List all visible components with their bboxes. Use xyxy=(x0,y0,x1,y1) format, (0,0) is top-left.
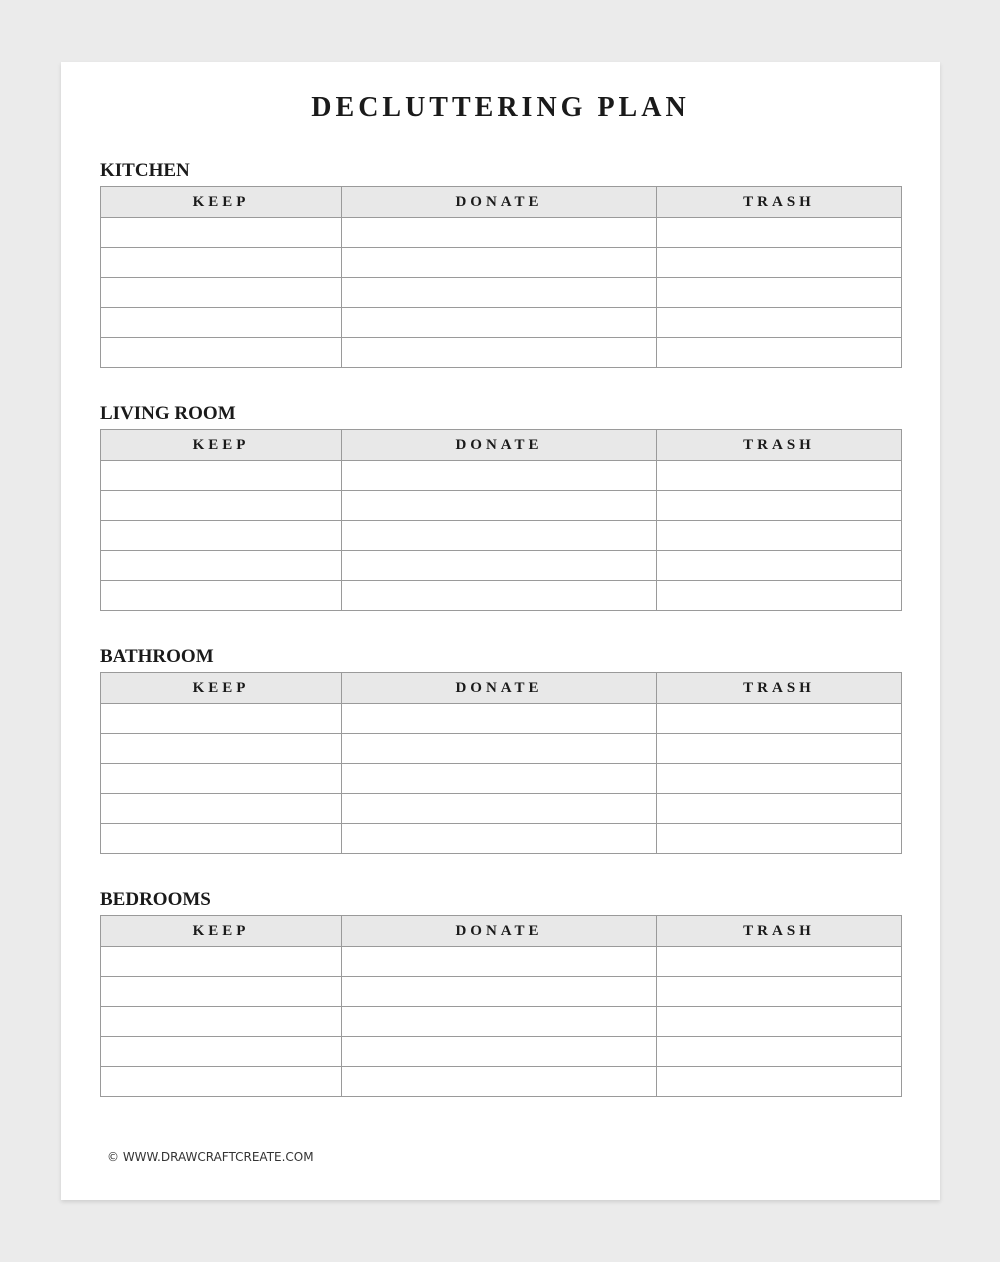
entry-cell-trash[interactable] xyxy=(657,1067,902,1097)
decluttering-table xyxy=(100,915,902,1097)
entry-cell-trash[interactable] xyxy=(657,977,902,1007)
column-header-keep: KEEP xyxy=(101,187,342,218)
entry-cell-donate[interactable] xyxy=(342,764,657,794)
entry-cell-donate[interactable] xyxy=(342,1037,657,1067)
entry-cell-keep[interactable] xyxy=(101,521,342,551)
entry-cell-keep[interactable] xyxy=(101,248,342,278)
table-row xyxy=(101,308,902,338)
table-row xyxy=(101,704,902,734)
entry-cell-keep[interactable] xyxy=(101,1067,342,1097)
entry-cell-keep[interactable] xyxy=(101,581,342,611)
entry-cell-keep[interactable] xyxy=(101,734,342,764)
column-header-donate: DONATE xyxy=(342,187,657,218)
entry-cell-donate[interactable] xyxy=(342,338,657,368)
entry-cell-keep[interactable] xyxy=(101,794,342,824)
entry-cell-trash[interactable] xyxy=(657,704,902,734)
column-header-keep: KEEP xyxy=(101,673,342,704)
table-row xyxy=(101,551,902,581)
entry-cell-donate[interactable] xyxy=(342,824,657,854)
column-header-donate: DONATE xyxy=(342,916,657,947)
table-row xyxy=(101,218,902,248)
entry-cell-keep[interactable] xyxy=(101,491,342,521)
entry-cell-trash[interactable] xyxy=(657,764,902,794)
table-row xyxy=(101,977,902,1007)
entry-cell-donate[interactable] xyxy=(342,794,657,824)
entry-cell-keep[interactable] xyxy=(101,824,342,854)
entry-cell-donate[interactable] xyxy=(342,947,657,977)
entry-cell-donate[interactable] xyxy=(342,218,657,248)
table-row xyxy=(101,794,902,824)
entry-cell-donate[interactable] xyxy=(342,308,657,338)
page-title: DECLUTTERING PLAN xyxy=(311,92,690,123)
section-kitchen xyxy=(100,160,901,368)
section-bathroom xyxy=(100,646,901,854)
entry-cell-trash[interactable] xyxy=(657,824,902,854)
table-row xyxy=(101,278,902,308)
copyright-footer: © WWW.DRAWCRAFTCREATE.COM xyxy=(107,1150,314,1164)
entry-cell-trash[interactable] xyxy=(657,248,902,278)
entry-cell-donate[interactable] xyxy=(342,491,657,521)
table-row xyxy=(101,764,902,794)
entry-cell-trash[interactable] xyxy=(657,308,902,338)
entry-cell-keep[interactable] xyxy=(101,1007,342,1037)
section-living-room xyxy=(100,403,901,611)
section-title: BEDROOMS xyxy=(100,889,211,910)
table-row xyxy=(101,1067,902,1097)
table-row xyxy=(101,461,902,491)
entry-cell-trash[interactable] xyxy=(657,278,902,308)
table-row xyxy=(101,248,902,278)
column-header-donate: DONATE xyxy=(342,430,657,461)
table-row xyxy=(101,581,902,611)
table-row xyxy=(101,734,902,764)
entry-cell-donate[interactable] xyxy=(342,704,657,734)
section-bedrooms xyxy=(100,889,901,1097)
entry-cell-donate[interactable] xyxy=(342,734,657,764)
entry-cell-trash[interactable] xyxy=(657,218,902,248)
entry-cell-donate[interactable] xyxy=(342,461,657,491)
decluttering-table xyxy=(100,429,902,611)
table-row xyxy=(101,491,902,521)
entry-cell-keep[interactable] xyxy=(101,338,342,368)
entry-cell-keep[interactable] xyxy=(101,1037,342,1067)
table-row xyxy=(101,824,902,854)
entry-cell-trash[interactable] xyxy=(657,521,902,551)
entry-cell-keep[interactable] xyxy=(101,278,342,308)
table-row xyxy=(101,1007,902,1037)
entry-cell-trash[interactable] xyxy=(657,581,902,611)
table-row xyxy=(101,947,902,977)
entry-cell-trash[interactable] xyxy=(657,338,902,368)
entry-cell-trash[interactable] xyxy=(657,491,902,521)
entry-cell-donate[interactable] xyxy=(342,551,657,581)
entry-cell-donate[interactable] xyxy=(342,1007,657,1037)
entry-cell-keep[interactable] xyxy=(101,551,342,581)
entry-cell-keep[interactable] xyxy=(101,461,342,491)
table-row xyxy=(101,521,902,551)
column-header-donate: DONATE xyxy=(342,673,657,704)
table-row xyxy=(101,338,902,368)
entry-cell-keep[interactable] xyxy=(101,308,342,338)
column-header-trash: TRASH xyxy=(657,187,902,218)
column-header-trash: TRASH xyxy=(657,673,902,704)
section-title: BATHROOM xyxy=(100,646,214,667)
entry-cell-trash[interactable] xyxy=(657,947,902,977)
decluttering-table xyxy=(100,186,902,368)
entry-cell-donate[interactable] xyxy=(342,521,657,551)
entry-cell-donate[interactable] xyxy=(342,581,657,611)
section-title: LIVING ROOM xyxy=(100,403,236,424)
entry-cell-donate[interactable] xyxy=(342,977,657,1007)
column-header-keep: KEEP xyxy=(101,430,342,461)
entry-cell-donate[interactable] xyxy=(342,248,657,278)
entry-cell-trash[interactable] xyxy=(657,461,902,491)
column-header-keep: KEEP xyxy=(101,916,342,947)
column-header-trash: TRASH xyxy=(657,916,902,947)
document-page xyxy=(61,62,940,1200)
entry-cell-keep[interactable] xyxy=(101,704,342,734)
table-row xyxy=(101,1037,902,1067)
entry-cell-trash[interactable] xyxy=(657,551,902,581)
column-header-trash: TRASH xyxy=(657,430,902,461)
decluttering-table xyxy=(100,672,902,854)
entry-cell-keep[interactable] xyxy=(101,218,342,248)
entry-cell-keep[interactable] xyxy=(101,977,342,1007)
entry-cell-trash[interactable] xyxy=(657,1007,902,1037)
entry-cell-donate[interactable] xyxy=(342,278,657,308)
entry-cell-trash[interactable] xyxy=(657,794,902,824)
entry-cell-keep[interactable] xyxy=(101,764,342,794)
entry-cell-trash[interactable] xyxy=(657,734,902,764)
entry-cell-donate[interactable] xyxy=(342,1067,657,1097)
section-title: KITCHEN xyxy=(100,160,190,181)
entry-cell-keep[interactable] xyxy=(101,947,342,977)
entry-cell-trash[interactable] xyxy=(657,1037,902,1067)
